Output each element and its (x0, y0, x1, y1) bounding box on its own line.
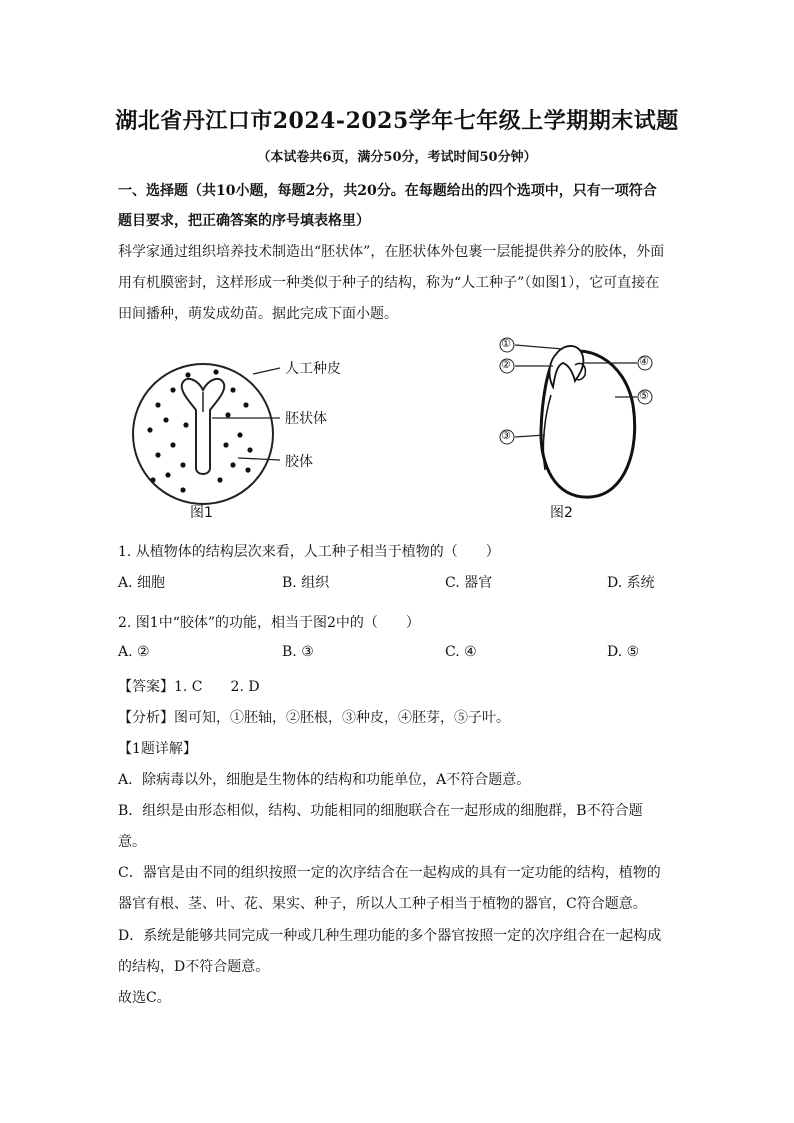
question-2-option-c: C. ④ (445, 644, 477, 660)
question-1-option-a: A. 细胞 (118, 575, 166, 591)
label-artificial-seed-coat: 人工种皮 (285, 361, 341, 377)
artificial-seed-diagram (128, 350, 388, 525)
detail-d-cont: 的结构，D不符合题意。 (118, 959, 270, 975)
page-title: 湖北省丹江口市2024-2025学年七年级上学期期末试题 (115, 108, 679, 134)
detail-heading: 【1题详解】 (118, 741, 197, 757)
detail-b: B．组织是由形态相似，结构、功能相同的细胞联合在一起形成的细胞群，B不符合题 (118, 803, 643, 819)
marker-5: ⑤ (639, 389, 649, 402)
marker-4: ④ (639, 355, 649, 368)
section-heading: 一、选择题（共10小题，每题2分，共20分。在每题给出的四个选项中，只有一项符合 (118, 183, 657, 199)
marker-3: ③ (501, 429, 511, 442)
exam-info: （本试卷共6页，满分50分，考试时间50分钟） (257, 150, 537, 165)
detail-c: C．器官是由不同的组织按照一定的次序结合在一起构成的具有一定功能的结构，植物的 (118, 865, 661, 881)
figure-1-caption: 图1 (190, 505, 213, 521)
answer-2: 2. D (230, 679, 260, 695)
section-heading-cont: 题目要求，把正确答案的序号填表格里） (118, 213, 370, 229)
answer-label: 【答案】 (118, 679, 174, 695)
analysis-label: 【分析】 (118, 710, 174, 726)
marker-2: ② (501, 358, 511, 371)
question-1-stem: 1. 从植物体的结构层次来看，人工种子相当于植物的（ ） (118, 544, 500, 560)
detail-c-cont: 器官有根、茎、叶、花、果实、种子，所以人工种子相当于植物的器官，C符合题意。 (118, 896, 647, 912)
question-1-option-b: B. 组织 (282, 575, 330, 591)
marker-1: ① (501, 337, 511, 350)
answer-1: 1. C (174, 679, 203, 695)
detail-conclusion: 故选C。 (118, 990, 171, 1006)
label-embryoid: 胚状体 (285, 411, 327, 427)
detail-b-cont: 意。 (118, 834, 146, 850)
question-2-stem: 2. 图1中“胶体”的功能，相当于图2中的（ ） (118, 615, 420, 631)
question-2-option-a: A. ② (118, 644, 150, 660)
figure-2 (495, 335, 670, 525)
detail-d: D．系统是能够共同完成一种或几种生理功能的多个器官按照一定的次序组合在一起构成 (118, 928, 662, 944)
question-2-option-d: D. ⑤ (607, 644, 640, 660)
analysis-text: 图可知，①胚轴，②胚根，③种皮，④胚芽，⑤子叶。 (174, 710, 510, 726)
intro-line: 田间播种，萌发成幼苗。据此完成下面小题。 (118, 306, 398, 322)
figure-1 (128, 350, 388, 525)
intro-line: 用有机膜密封，这样形成一种类似于种子的结构，称为“人工种子”（如图1），它可直接在 (118, 275, 660, 291)
question-1-option-d: D. 系统 (607, 575, 655, 591)
question-1-option-c: C. 器官 (445, 575, 493, 591)
question-2-option-b: B. ③ (282, 644, 314, 660)
detail-a: A．除病毒以外，细胞是生物体的结构和功能单位，A不符合题意。 (118, 772, 531, 788)
figure-2-caption: 图2 (550, 505, 573, 521)
label-colloid: 胶体 (285, 454, 313, 470)
intro-line: 科学家通过组织培养技术制造出“胚状体”，在胚状体外包裹一层能提供养分的胶体，外面 (118, 244, 665, 260)
analysis-row (118, 707, 510, 727)
answer-row (118, 676, 260, 696)
